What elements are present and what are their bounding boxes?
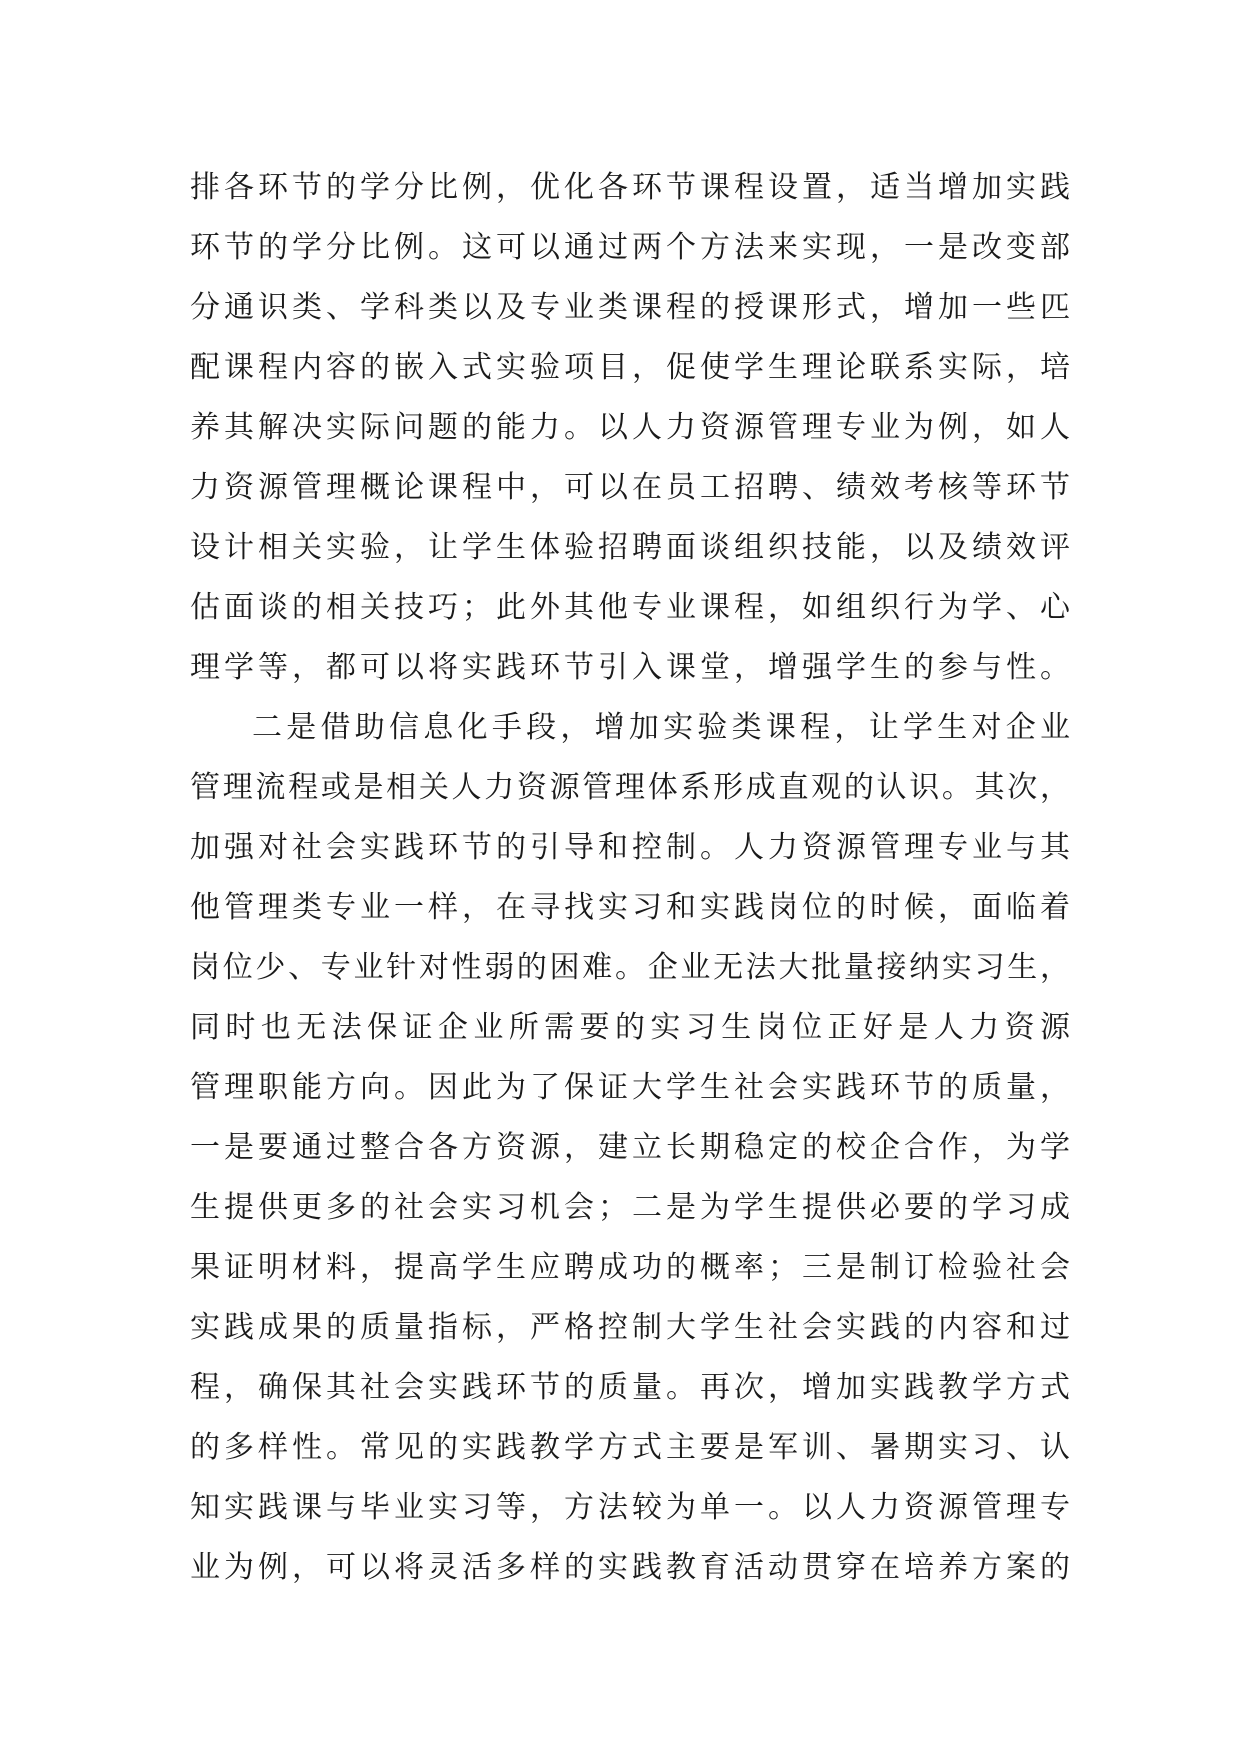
text-line: 同时也无法保证企业所需要的实习生岗位正好是人力资源: [190, 1010, 1070, 1045]
text-line: 知实践课与毕业实习等，方法较为单一。以人力资源管理专: [190, 1490, 1070, 1525]
text-line: 的多样性。常见的实践教学方式主要是军训、暑期实习、认: [190, 1430, 1070, 1465]
text-line: 管理流程或是相关人力资源管理体系形成直观的认识。其次，: [190, 770, 1070, 805]
text-line: 生提供更多的社会实习机会；二是为学生提供必要的学习成: [190, 1190, 1070, 1225]
text-line: 设计相关实验，让学生体验招聘面谈组织技能，以及绩效评: [190, 530, 1070, 565]
text-line: 实践成果的质量指标，严格控制大学生社会实践的内容和过: [190, 1310, 1070, 1345]
text-line: 管理职能方向。因此为了保证大学生社会实践环节的质量，: [190, 1070, 1070, 1105]
paragraph-first-line: 二是借助信息化手段，增加实验类课程，让学生对企业: [252, 710, 1070, 745]
text-line: 加强对社会实践环节的引导和控制。人力资源管理专业与其: [190, 830, 1070, 865]
text-line: 程，确保其社会实践环节的质量。再次，增加实践教学方式: [190, 1370, 1070, 1405]
text-line: 他管理类专业一样，在寻找实习和实践岗位的时候，面临着: [190, 890, 1070, 925]
text-line: 理学等，都可以将实践环节引入课堂，增强学生的参与性。: [190, 650, 1070, 685]
text-line: 果证明材料，提高学生应聘成功的概率；三是制订检验社会: [190, 1250, 1070, 1285]
text-line: 分通识类、学科类以及专业类课程的授课形式，增加一些匹: [190, 290, 1070, 325]
text-line: 环节的学分比例。这可以通过两个方法来实现，一是改变部: [190, 230, 1070, 265]
text-line: 配课程内容的嵌入式实验项目，促使学生理论联系实际，培: [190, 350, 1070, 385]
body-text: [190, 158, 1070, 1598]
text-line: 养其解决实际问题的能力。以人力资源管理专业为例，如人: [190, 410, 1070, 445]
text-line: 业为例，可以将灵活多样的实践教育活动贯穿在培养方案的: [190, 1550, 1070, 1585]
text-line: 排各环节的学分比例，优化各环节课程设置，适当增加实践: [190, 170, 1070, 205]
text-line: 力资源管理概论课程中，可以在员工招聘、绩效考核等环节: [190, 470, 1070, 505]
text-line: 估面谈的相关技巧；此外其他专业课程，如组织行为学、心: [190, 590, 1070, 625]
text-line: 岗位少、专业针对性弱的困难。企业无法大批量接纳实习生，: [190, 950, 1070, 985]
text-line: 一是要通过整合各方资源，建立长期稳定的校企合作，为学: [190, 1130, 1070, 1165]
